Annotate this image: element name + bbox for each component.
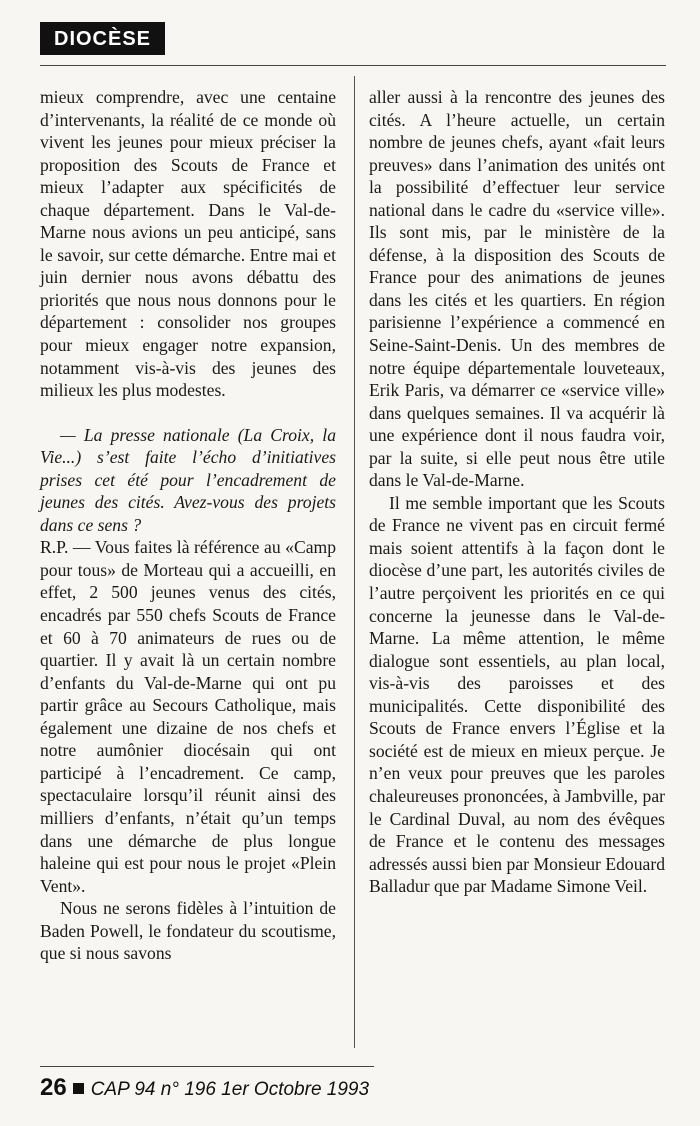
column-divider — [354, 76, 355, 1048]
top-divider — [40, 65, 666, 66]
right-column — [369, 86, 665, 898]
bottom-divider — [40, 1066, 374, 1067]
interview-answer: R.P. — Vous faites là référence au «Camp pour tous» de Morteau qui a accueilli, en effet, 2 500 jeunes venus des cités, encadrés par 550 chefs Scouts de France et 60 à 70 animateurs de rues ou de quartier. Il y avait là un certain nombre d’enfants du Val-de-Marne qui ont pu partir grâce au Secours Catholique, mais également une dizaine de nos chefs et notre aumônier diocésain qui ont participé à l’encadrement. Ce camp, spectaculaire lorsqu’il réunit ainsi des milliers d’enfants, n’était qu’un temps dans une démarche de plus longue haleine qui est pour nous le projet «Plein Vent». — [40, 537, 336, 896]
page-footer — [40, 1074, 369, 1102]
paragraph: aller aussi à la rencontre des jeunes des cités. A l’heure actuelle, un certain nombre de jeunes chefs, ayant «fait leurs preuves» dans l’animation des unités ont la possibilité d’effectuer leur service national dans le cadre du «service ville». Ils sont mis, par le ministère de la défense, à la disposition des Scouts de France pour des animations de jeunes dans les cités et les quartiers. En région parisienne l’expérience a commencé en Seine-Saint-Denis. Un des membres de notre équipe départementale louveteaux, Erik Paris, va démarrer ce «service ville» dans quelques semaines. Il va acquérir là une expérience dont il nous faudra voir, par la suite, si elle peut nous être utile dans le Val-de-Marne. — [369, 87, 665, 491]
section-label: DIOCÈSE — [40, 22, 165, 55]
paragraph: Nous ne serons fidèles à l’intuition de Baden Powell, le fondateur du scoutisme, que si nous savons — [40, 898, 336, 964]
paragraph: Il me semble important que les Scouts de France ne vivent pas en circuit fermé mais soient attentifs à la façon dont le diocèse d’une part, les autorités civiles de l’autre perçoivent les priorités en ce qui concerne la jeunesse dans le Val-de-Marne. La même attention, le même dialogue sont essentiels, au plan local, vis-à-vis des paroisses et des municipalités. Cette disponibilité des Scouts de France envers l’Église et la société est de mieux en mieux perçue. Je n’en veux pour preuves que les paroles chaleureuses prononcées, à Jambville, par le Cardinal Duval, au nom des évêques de France et le contenu des messages adressés aussi bien par Monsieur Edouard Balladur que par Madame Simone Veil. — [369, 492, 665, 897]
interview-question: — La presse nationale (La Croix, la Vie...) s’est faite l’écho d’initiatives prises cet été pour l’encadrement de jeunes des cités. Avez-vous des projets dans ce sens ? — [40, 424, 336, 535]
page-number: 26 — [40, 1074, 67, 1101]
black-square-icon — [73, 1083, 84, 1094]
paragraph: mieux comprendre, avec une centaine d’intervenants, la réalité de ce monde où vivent les jeunes pour mieux préciser la proposition des Scouts de France et mieux l’adapter aux spécificités de chaque département. Dans le Val-de-Marne nous avions un peu anticipé, sans le savoir, sur cette démarche. Entre mai et juin dernier nous avons débattu des priorités que nous nous donnons pour le département : consolider nos groupes pour mieux engager notre expansion, notamment vis-à-vis des jeunes des milieux les plus modestes. — [40, 87, 336, 401]
left-column — [40, 86, 336, 965]
publication-info: CAP 94 n° 196 1er Octobre 1993 — [90, 1079, 370, 1100]
